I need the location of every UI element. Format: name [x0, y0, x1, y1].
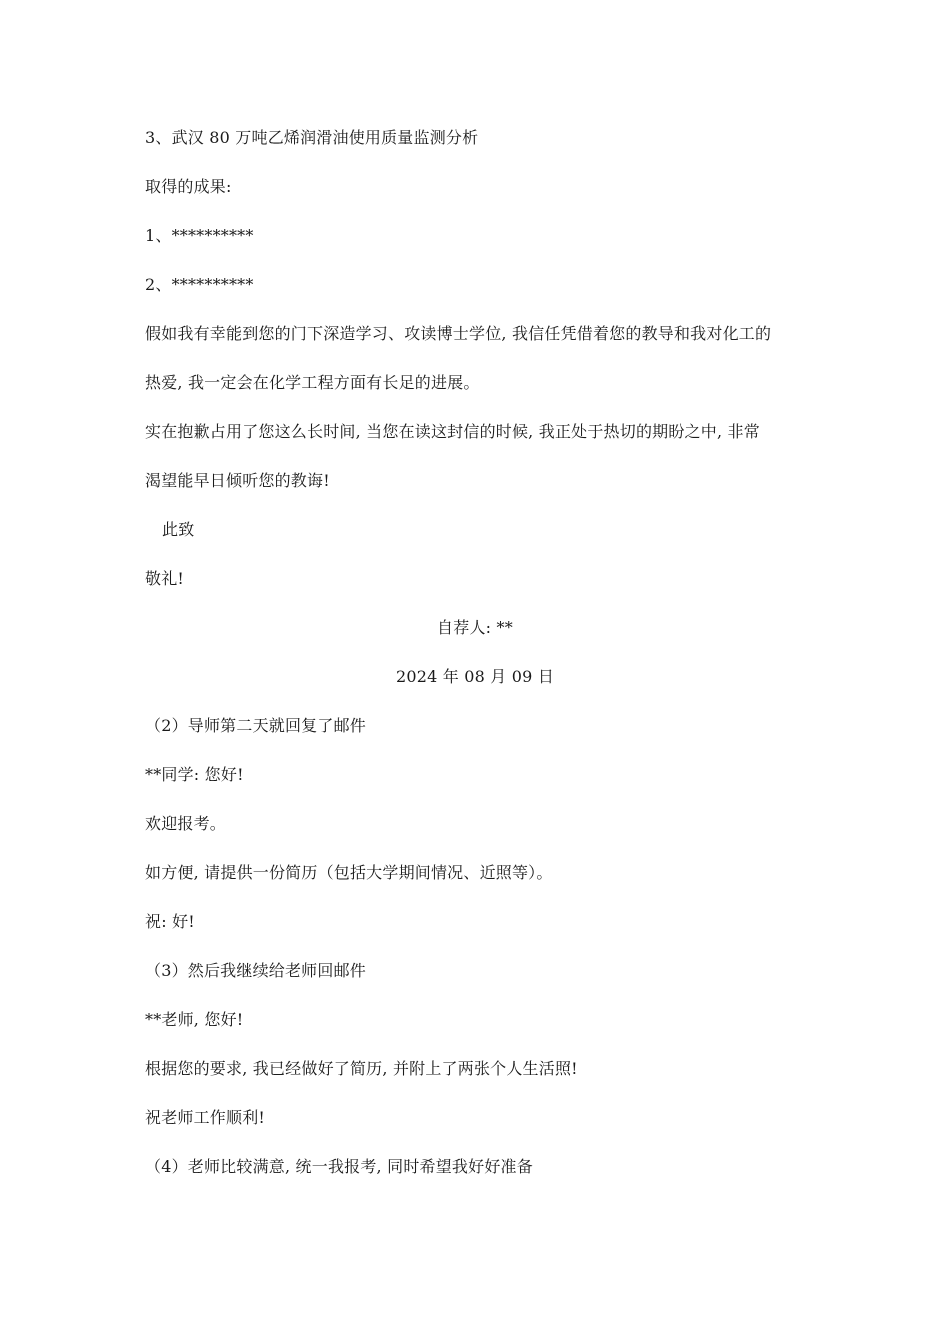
- paragraph-hope-line-1: 假如我有幸能到您的门下深造学习、攻读博士学位, 我信任凭借着您的教导和我对化工的: [145, 324, 772, 343]
- email-closing: 祝老师工作顺利!: [145, 1108, 266, 1127]
- reply-welcome: 欢迎报考。: [145, 814, 227, 833]
- closing-regards: 敬礼!: [145, 569, 185, 588]
- email-greeting: **老师, 您好!: [145, 1010, 244, 1029]
- achievement-item-2: 2、**********: [145, 275, 254, 294]
- paragraph-hope-line-2: 热爱, 我一定会在化学工程方面有长足的进展。: [145, 373, 480, 392]
- achievement-item-1: 1、**********: [145, 226, 254, 245]
- reply-greeting: **同学: 您好!: [145, 765, 244, 784]
- closing-salutation: 此致: [162, 520, 195, 539]
- project-item-3: 3、武汉 80 万吨乙烯润滑油使用质量监测分析: [145, 128, 479, 147]
- achievements-heading: 取得的成果:: [145, 177, 232, 196]
- reply-closing: 祝: 好!: [145, 912, 195, 931]
- signature-date: 2024 年 08 月 09 日: [395, 667, 555, 686]
- signature: 自荐人: **: [437, 618, 513, 637]
- email-body: 根据您的要求, 我已经做好了简历, 并附上了两张个人生活照!: [145, 1059, 578, 1078]
- step-4-heading: （4）老师比较满意, 统一我报考, 同时希望我好好准备: [145, 1157, 533, 1176]
- step-3-heading: （3）然后我继续给老师回邮件: [145, 961, 366, 980]
- reply-request: 如方便, 请提供一份简历（包括大学期间情况、近照等）。: [145, 863, 553, 882]
- step-2-heading: （2）导师第二天就回复了邮件: [145, 716, 366, 735]
- paragraph-apology-line-1: 实在抱歉占用了您这么长时间, 当您在读这封信的时候, 我正处于热切的期盼之中, 非常: [145, 422, 760, 441]
- paragraph-apology-line-2: 渴望能早日倾听您的教诲!: [145, 471, 330, 490]
